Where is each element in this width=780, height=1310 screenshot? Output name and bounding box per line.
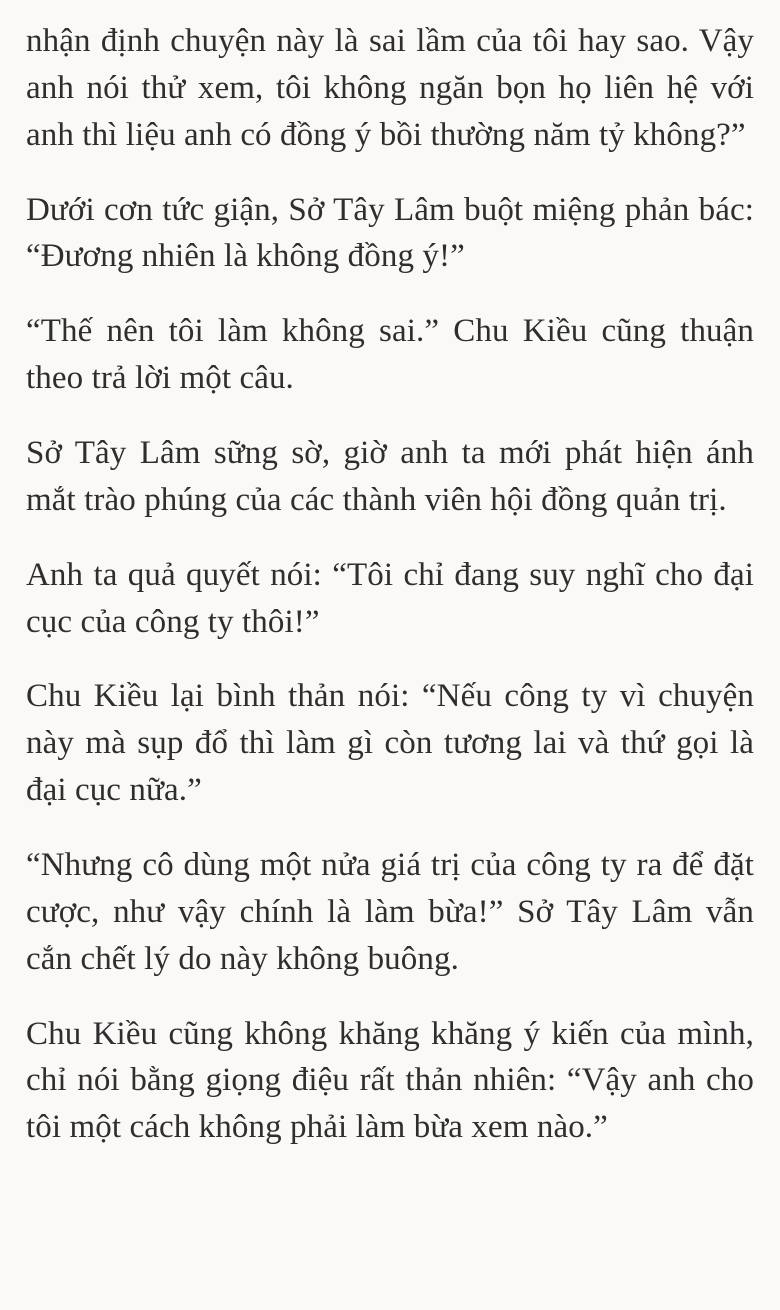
paragraph: Sở Tây Lâm sững sờ, giờ anh ta mới phát hiện ánh mắt trào phúng của các thành viên hội đồng quản trị. [26,435,754,518]
paragraph: Anh ta quả quyết nói: “Tôi chỉ đang suy nghĩ cho đại cục của công ty thôi!” [26,556,754,640]
paragraph: Chu Kiều cũng không khăng khăng ý kiến của mình, chỉ nói bằng giọng điệu rất thản nhiên: “Vậy anh cho tôi một cách không phải làm bừa xem nào.” [26,1015,754,1146]
paragraph: “Thế nên tôi làm không sai.” Chu Kiều cũng thuận theo trả lời một câu. [26,313,754,397]
paragraph: nhận định chuyện này là sai lầm của tôi hay sao. Vậy anh nói thử xem, tôi không ngăn bọn họ liên hệ với anh thì liệu anh có đồng ý bồi thường năm tỷ không?” [26,23,754,153]
paragraph: Dưới cơn tức giận, Sở Tây Lâm buột miệng phản bác: “Đương nhiên là không đồng ý!” [26,191,754,275]
paragraph: Chu Kiều lại bình thản nói: “Nếu công ty vì chuyện này mà sụp đổ thì làm gì còn tương lai và thứ gọi là đại cục nữa.” [26,678,754,809]
paragraph: “Nhưng cô dùng một nửa giá trị của công ty ra để đặt cược, như vậy chính là làm bừa!” Sở Tây Lâm vẫn cắn chết lý do này không buông. [26,847,754,977]
